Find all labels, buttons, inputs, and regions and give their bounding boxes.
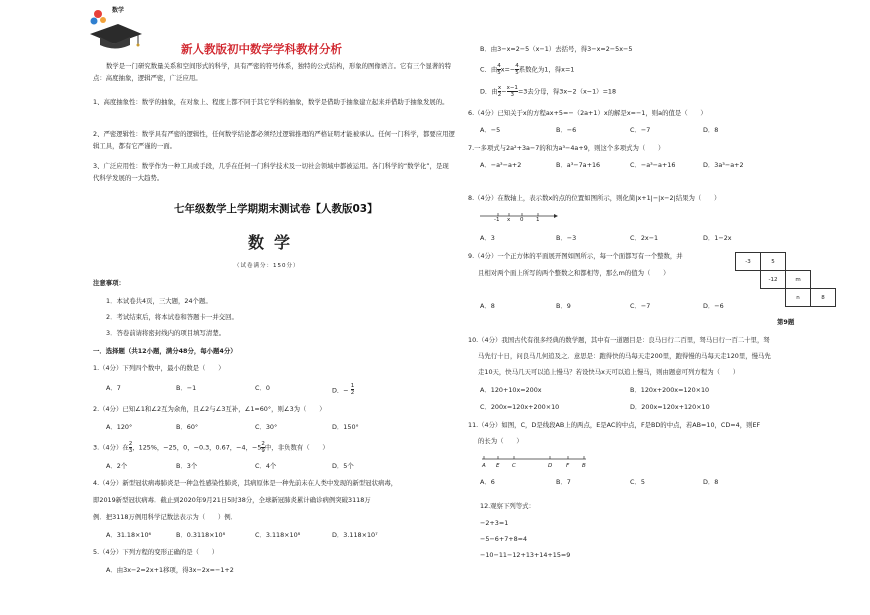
point-3: 3、广泛应用性：数学作为一种工具或手段，几乎在任何一门科学技术及一切社会领域中都被运用。各门科学的“数学化”，是现代科学发展的一大趋势。 [93,162,449,182]
q5c-prefix: C．由 [480,65,498,74]
q4-option-d: D．3.118×10⁷ [332,531,378,539]
q5-option-d [480,85,616,98]
q11-point-f: F [566,463,570,469]
q5c-mid: x=− [500,65,516,74]
q5-option-a: A．由3x−2=2x+1移项，得3x−2x=−1+2 [106,566,234,574]
q5-stem: 5.（4分）下列方程的变形正确的是（ ） [93,548,219,556]
q11-point-b: B [582,463,586,469]
q9-option-c: C．−7 [630,302,651,310]
q10-option-b: B．120x+200x=120×10 [630,386,710,394]
q10-line-3: 走10天，快马几天可以追上慢马？若设快马x天可以追上慢马，则由题意可列方程为（ ） [478,368,740,376]
note-2: 2．考试结束后，将本试卷和答题卡一并交回。 [106,313,238,321]
q11-point-a: A [482,463,486,469]
logo-subject-label: 数学 [112,7,125,14]
q9-cell-neg3: -3 [736,253,761,271]
q5-option-b: B．由3−x=2−5（x−1）去括号，得3−x=2−5x−5 [480,45,633,53]
q11-point-c: C [512,463,516,469]
q8-stem: 8.（4分）在数轴上，表示数x的点的位置如图所示，则化简|x+1|−|x−2|结果为（ ） [468,194,721,202]
q5c-suffix: 系数化为1，得x=1 [518,65,575,74]
q5d-frac1-num: x [497,85,502,91]
q6-option-d: D．8 [703,126,719,134]
q3-frac1-num: 2 [128,441,133,447]
q3-option-b: B．3个 [176,462,198,470]
q3-option-d: D．5个 [332,462,354,470]
q11-line-1: 11.（4分）如图，C，D是线段AB上的两点，E是AC的中点，F是BD的中点，若AB=10，CD=4，则EF [468,421,761,429]
q4-option-b: B．0.3118×10⁸ [176,531,226,539]
q5d-fraction-2 [507,85,518,98]
q4-option-a: A．31.18×10⁶ [106,531,152,539]
q11-option-c: C．5 [630,478,645,486]
q5d-frac1-den: 2 [497,92,502,98]
q2-option-d: D．150° [332,423,359,431]
q8-number-line [478,208,558,230]
q1-d-prefix: D．− [332,386,349,395]
q12-equation-1: −2+3=1 [480,519,509,527]
q1-option-b: B．−1 [176,384,197,392]
q11-option-a: A．6 [480,478,495,486]
q9-option-a: A．8 [480,302,495,310]
q9-line-2: 且相对两个面上所写的两个整数之和都相等，那么m的值为（ ） [478,269,670,277]
q11-option-b: B．7 [556,478,571,486]
intro-paragraph: 数学是一门研究数量关系和空间形式的科学，具有严密的符号体系，独特的公式结构，形象的图像语言。它有三个显著的特点：高度抽象，逻辑严密，广泛应用。 [93,62,452,82]
q8-option-d: D．1−2x [703,234,732,242]
q8-axis-label-0: 0 [520,217,524,223]
q8-option-c: C．2x−1 [630,234,659,242]
q3-stem-suffix: 中，非负数有（ ） [264,443,329,452]
point-2: 2、严密逻辑性：数学具有严密的逻辑性，任何数学结论都必须经过逻辑推理的严格证明才能被承认。任何一门科学，都要应用逻辑工具，都有它严谨的一面。 [93,130,455,150]
q6-stem: 6.（4分）已知关于x的方程ax+5=−（2a+1）x的解是x=−1，则a的值是（ ） [468,109,707,117]
note-1: 1．本试卷共4页，三大题，24个题。 [106,297,212,305]
q8-axis-label-x: x [507,217,511,223]
q10-option-c: C．200x=120x+200×10 [480,403,560,411]
q5c-frac1-den: 5 [497,70,501,76]
q5d-prefix: D．由 [480,87,498,96]
q10-option-a: A．120+10x=200x [480,386,542,394]
q8-axis-label-1: 1 [536,217,540,223]
q1-option-a: A．7 [106,384,121,392]
q5c-frac2-den: 5 [515,70,519,76]
q4-option-c: C．3.118×10⁸ [255,531,301,539]
q5d-mid: − [501,87,507,96]
notes-heading: 注意事项： [93,279,125,287]
q3-option-c: C．4个 [255,462,277,470]
q6-option-b: B．−6 [556,126,577,134]
q10-option-d: D．200x=120x+120×10 [630,403,710,411]
q7-option-a: A．−a³−a+2 [480,161,522,169]
q9-line-1: 9.（4分）一个正方体的平面展开图如图所示，每一个面都写有一个整数，并 [468,252,683,260]
q9-cell-neg12: -12 [761,271,786,289]
section-1-heading: 一．选择题（共12小题，满分48分，每小题4分） [93,347,237,355]
q9-cell-m: m [786,271,811,289]
q3-stem [93,441,329,454]
q8-axis-label-neg1: -1 [494,217,500,223]
q3-frac1-den: 3 [128,448,133,454]
q8-option-b: B．−3 [556,234,577,242]
q12-equation-3: −10−11−12+13+14+15=9 [480,551,571,559]
banner-title: 新人教版初中数学学科教材分析 [181,42,342,56]
q5d-frac2-num: x−1 [506,85,518,91]
q4-line-3: 例．把3118万例用科学记数法表示为（ ）例． [93,513,238,521]
q9-option-b: B．9 [556,302,571,310]
q12-stem: 12.观察下列等式： [480,502,535,510]
paper-title: 七年级数学上学期期末测试卷【人教版03】 [174,203,378,215]
q1-option-c: C．0 [255,384,270,392]
note-3: 3．答卷前请将密封线内的项目填写清楚。 [106,329,226,337]
q11-point-d: D [548,463,553,469]
q7-option-d: D．3a³−a+2 [703,161,744,169]
q9-cell-5: 5 [761,253,786,271]
q1-d-fraction [351,383,355,396]
q11-line-2: 的长为（ ） [478,437,523,445]
q10-line-2: 马先行十日，问良马几何追及之．意思是：跑得快的马每天走200里，跑得慢的马每天走120里，慢马先 [478,352,771,360]
q3-frac2-den: 9 [261,448,265,454]
point-1: 1、高度抽象性：数学的抽象，在对象上、程度上都不同于其它学科的抽象，数学是借助于抽象建立起来并借助于抽象发展的。 [93,98,449,106]
q2-option-a: A．120° [106,423,133,431]
q3-stem-mid: ，125%，−25，0，−0.3，0.67，−4，−5 [132,443,262,452]
q9-option-d: D．−6 [703,302,724,310]
q1-option-d [332,384,354,397]
q8-option-a: A．3 [480,234,495,242]
q7-option-b: B．a³−7a+16 [556,161,601,169]
q4-line-1: 4.（4分）新型冠状病毒肺炎是一种急性感染性肺炎，其病原体是一种先前未在人类中发现的新型冠状病毒， [93,479,398,487]
q7-option-c: C．−a³−a+16 [630,161,676,169]
q1-d-numerator: 1 [350,383,355,389]
q5c-frac1-num: 4 [497,63,501,69]
q5d-frac2-den: 3 [510,92,514,98]
q2-stem: 2.（4分）已知∠1和∠2互为余角，且∠2与∠3互补，∠1=60°，则∠3为（ ） [93,405,326,413]
q3-option-a: A．2个 [106,462,128,470]
q12-equation-2: −5−6+7+8=4 [480,535,528,543]
q3-stem-prefix: 3.（4分）在 [93,443,129,452]
q9-figure-caption: 第9题 [777,318,795,326]
subject-heading: 数学 [248,233,301,252]
q10-line-1: 10.（4分）我国古代有很多经典的数学题，其中有一道题目是：良马日行二百里，驽马日行一百二十里，驽 [468,336,770,344]
q9-cube-net [735,252,836,307]
q1-stem: 1.（4分）下列四个数中，最小的数是（ ） [93,364,225,372]
q1-d-denominator: 2 [350,390,355,396]
q6-option-a: A．−5 [480,126,501,134]
q6-option-c: C．−7 [630,126,651,134]
logo [84,4,144,50]
q5c-frac2-num: 4 [515,63,519,69]
q2-option-b: B．60° [176,423,199,431]
score-note: （试卷满分：150分） [234,263,300,269]
q9-cell-8: 8 [811,289,836,307]
q7-stem: 7.一多项式与2a²+3a−7的和为a³−4a+9，则这个多项式为（ ） [468,144,665,152]
q9-cell-n: n [786,289,811,307]
q2-option-c: C．30° [255,423,278,431]
q3-frac2-num: 2 [261,441,265,447]
q11-option-d: D．8 [703,478,719,486]
q5-option-c [480,63,574,76]
q5d-suffix: =3去分母，得3x−2（x−1）=18 [517,87,617,96]
q4-line-2: 即2019新型冠状病毒．截止到2020年9月21日5时38分，全球新冠肺炎累计确诊病例突破3118万 [93,496,371,504]
q11-point-e: E [496,463,500,469]
